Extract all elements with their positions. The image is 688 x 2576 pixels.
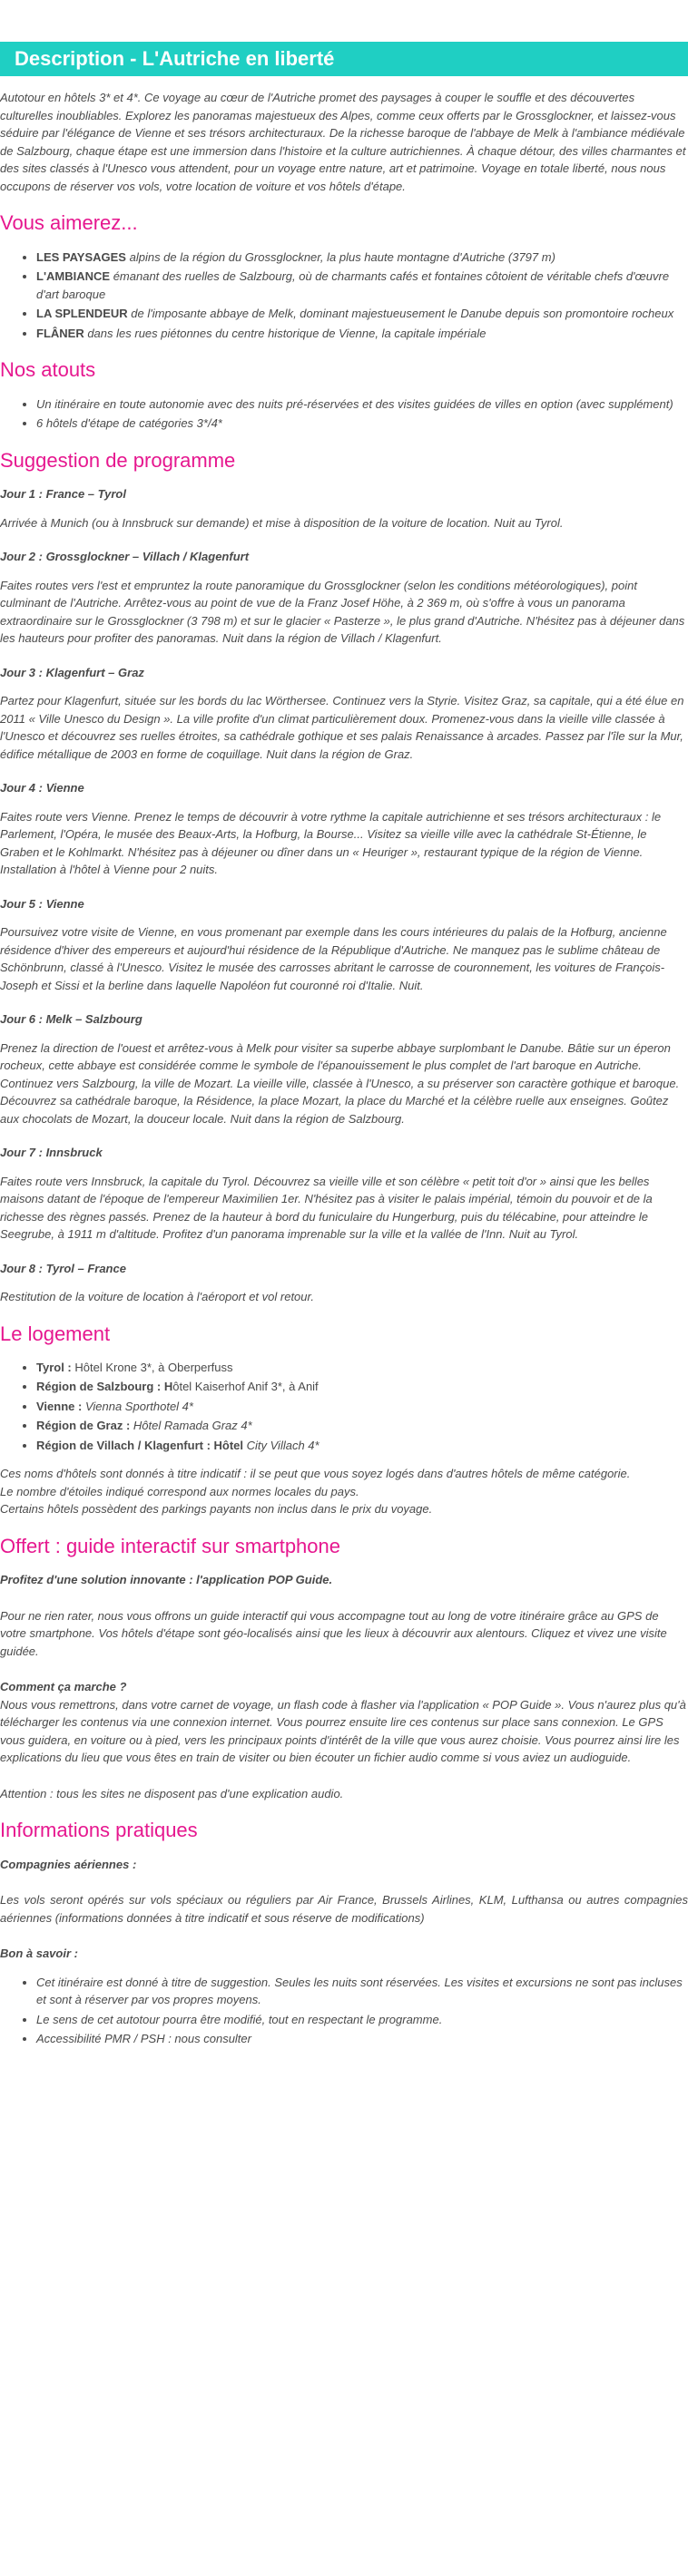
day-title: Jour 3 : Klagenfurt – Graz — [0, 665, 144, 679]
section-title-offert: Offert : guide interactif sur smartphone — [0, 1534, 340, 1557]
hotel-notes — [0, 1465, 688, 1518]
list-item: • FLÂNER dans les rues piétonnes du centre historique de Vienne, la capitale impériale — [36, 325, 688, 343]
offer-section — [0, 1571, 688, 1802]
savoir-title: Bon à savoir : — [0, 1947, 78, 1961]
savoir-list — [0, 1974, 688, 2048]
day-title: Jour 2 : Grossglockner – Villach / Klagenfurt — [0, 550, 250, 564]
offer-attention: Attention : tous les sites ne disposent pas d'une explication audio. — [0, 1786, 344, 1800]
vous-aimerez-list — [0, 249, 688, 343]
day-text: Faites routes vers l'est et empruntez la route panoramique du Grossglockner (selon les conditions météorologiques), point culminant de l'Autriche. Arrêtez-vous au point de vue de la Franz Josef Höhe, à 2 369 m, où s'offre à vous un panorama extraordinaire sur le Grossglockner (3 798 m) et sur le glacier « Pasterze », le plus grand d'Autriche. N'hésitez pas à déjeuner dans les hauteurs pour profiter des panoramas. Nuit dans la région de Villach / Klagenfurt. — [0, 578, 685, 646]
offer-how-text: Nous vous remettrons, dans votre carnet de voyage, un flash code à flasher via l'application « POP Guide ». Vous n'aurez plus qu'à télécharger les contenus via une connexion internet. Vous pourrez ensuite lire ces contenus sur place sans connexion. Le GPS vous guidera, en voiture ou à pied, vers les principaux points d'intérêt de la ville que vous aurez choisie. Vous pourrez ainsi lire les explications du lieu que vous êtes en train de visiter ou bien écouter un fichier audio comme si vous aviez un audioguide. — [0, 1697, 686, 1765]
day-text: Poursuivez votre visite de Vienne, en vous promenant par exemple dans les cours intérieures du palais de la Hofburg, ancienne résidence d'hiver des empereurs et aujourd'hui résidence de la République d'Autriche. Ne manquez pas le sublime château de Schönbrunn, classé à l'Unesco. Visitez le musée des carrosses abritant le carrosse de couronnement, les voitures de François-Joseph et Sissi et la berline dans laquelle Napoléon fut couronné roi d'Italie. Nuit. — [0, 925, 667, 992]
list-item: • LES PAYSAGES alpins de la région du Grossglockner, la plus haute montagne d'Autriche (3797 m) — [36, 249, 688, 267]
day-title: Jour 4 : Vienne — [0, 781, 84, 795]
compagnies-title: Compagnies aériennes : — [0, 1857, 137, 1871]
intro-text: Autotour en hôtels 3* et 4*. Ce voyage au cœur de l'Autriche promet des paysages à couper le souffle et des découvertes culturelles inoubliables. Explorez les panoramas majestueux des Alpes, comme ceux offerts par le Grossglockner, et laissez-vous séduire par l'élégance de Vienne et ses trésors architecturaux. De la richesse baroque de l'abbaye de Melk à l'ambiance médiévale de Salzbourg, chaque étape est une immersion dans l'histoire et la culture autrichiennes. À chaque détour, des villes charmantes et des sites classés à l'Unesco vous attendent, pour un voyage entre nature, art et patrimoine. Voyage en totale liberté, nous nous occupons de réserver vos vols, votre location de voiture et vos hôtels d'étape. — [0, 91, 686, 193]
list-item: • Région de Villach / Klagenfurt : Hôtel City Villach 4* — [36, 1437, 688, 1455]
list-item: • Région de Graz : Hôtel Ramada Graz 4* — [36, 1417, 688, 1435]
list-item: • L'AMBIANCE émanant des ruelles de Salzbourg, où de charmants cafés et fontaines côtoient de véritable chefs d'œuvre d'art baroque — [36, 268, 688, 303]
day-text: Faites route vers Innsbruck, la capitale du Tyrol. Découvrez sa vieille ville et son célèbre « petit toit d'or » ainsi que les belles maisons datant de l'époque de l'empereur Maximilien 1er. N'hésitez pas à visiter le palais impérial, témoin du pouvoir et de la richesse des règnes passés. Prenez de la hauteur à bord du funiculaire du Hungerburg, puis du télécabine, pour atteindre le Seegrube, à 1911 m d'altitude. Profitez d'un panorama imprenable sur la ville et la vallée de l'Inn. Nuit au Tyrol. — [0, 1174, 653, 1242]
list-item: • Le sens de cet autotour pourra être modifié, tout en respectant le programme. — [36, 2011, 688, 2029]
list-item: • Vienne : Vienna Sporthotel 4* — [36, 1398, 688, 1416]
list-item: • LA SPLENDEUR de l'imposante abbaye de Melk, dominant majestueusement le Danube depuis son promontoire rocheux — [36, 305, 688, 323]
day-text: Faites route vers Vienne. Prenez le temps de découvrir à votre rythme la capitale autrichienne et ses trésors architecturaux : le Parlement, l'Opéra, le musée des Beaux-Arts, la Hofburg, la Bourse... Visitez sa vieille ville avec la cathédrale St-Étienne, le Graben et le Kohlmarkt. N'hésitez pas à déjeuner ou dîner dans un « Heuriger », restaurant typique de la région de Vienne. Installation à l'hôtel à Vienne pour 2 nuits. — [0, 809, 662, 877]
day-text: Arrivée à Munich (ou à Innsbruck sur demande) et mise à disposition de la voiture de location. Nuit au Tyrol. — [0, 515, 564, 530]
infos-section — [0, 1856, 688, 2048]
offer-lead: Profitez d'une solution innovante : l'application POP Guide. — [0, 1573, 333, 1587]
section-title-infos: Informations pratiques — [0, 1819, 198, 1842]
compagnies-text: Les vols seront opérés sur vols spéciaux ou réguliers par Air France, Brussels Airlines, KLM, Lufthansa ou autres compagnies aériennes (informations données à titre indicatif et sous réserve de modifications) — [0, 1893, 688, 1925]
day-title: Jour 6 : Melk – Salzbourg — [0, 1012, 143, 1027]
offer-paragraph: Pour ne rien rater, nous vous offrons un guide interactif qui vous accompagne tout au long de votre itinéraire grâce au GPS de votre smartphone. Vos hôtels d'étape sont géo-localisés ainsi que les lieux à découvrir aux alentours. Cliquez et vivez une visite guidée. — [0, 1608, 667, 1658]
day-title: Jour 8 : Tyrol – France — [0, 1261, 126, 1275]
day-text: Partez pour Klagenfurt, située sur les bords du lac Wörthersee. Continuez vers la Styrie. Visitez Graz, sa capitale, qui a été élue en 2011 « Ville Unesco du Design ». La ville profite d'un climat particulièrement doux. Promenez-vous dans la vieille ville classée à l'Unesco et découvrez ses ruelles étroites, sa cathédrale gothique et ses palais Renaissance à arcades. Passez par l'île sur la Mur, édifice métallique de 2003 en forme de coquillage. Nuit dans la région de Graz. — [0, 694, 684, 761]
day-title: Jour 7 : Innsbruck — [0, 1146, 103, 1160]
hotel-list — [0, 1359, 688, 1455]
atouts-list — [0, 395, 688, 433]
section-title-atouts: Nos atouts — [0, 358, 96, 382]
list-item: • Cet itinéraire est donné à titre de suggestion. Seules les nuits sont réservées. Les visites et excursions ne sont pas incluses et sont à réserver par vos propres moyens. — [36, 1974, 688, 2009]
day-title: Jour 5 : Vienne — [0, 896, 84, 911]
list-item: • Accessibilité PMR / PSH : nous consulter — [36, 2030, 688, 2048]
note-line: Ces noms d'hôtels sont donnés à titre indicatif : il se peut que vous soyez logés dans d'autres hôtels de même catégorie. — [0, 1467, 631, 1481]
note-line: Certains hôtels possèdent des parkings payants non inclus dans le prix du voyage. — [0, 1502, 433, 1517]
section-title-logement: Le logement — [0, 1322, 111, 1345]
list-item: • Un itinéraire en toute autonomie avec des nuits pré-réservées et des visites guidées de villes en option (avec supplément) — [36, 395, 688, 414]
list-item: • 6 hôtels d'étape de catégories 3*/4* — [36, 415, 688, 433]
section-title-programme: Suggestion de programme — [0, 448, 236, 472]
list-item: • Tyrol : Hôtel Krone 3*, à Oberperfuss — [36, 1359, 688, 1377]
programme-days — [0, 485, 688, 1306]
note-line: Le nombre d'étoiles indiqué correspond aux normes locales du pays. — [0, 1484, 359, 1498]
offer-how-title: Comment ça marche ? — [0, 1680, 127, 1694]
day-title: Jour 1 : France – Tyrol — [0, 487, 126, 502]
list-item: • Région de Salzbourg : Hôtel Kaiserhof Anif 3*, à Anif — [36, 1378, 688, 1396]
day-text: Restitution de la voiture de location à l'aéroport et vol retour. — [0, 1290, 314, 1304]
description-banner: Description - L'Autriche en liberté — [0, 42, 688, 76]
day-text: Prenez la direction de l'ouest et arrêtez-vous à Melk pour visiter sa superbe abbaye surplombant le Danube. Bâtie sur un éperon rocheux, cette abbaye est considérée comme le symbole de l'épanouissement le plus complet de l'art baroque en Autriche. Continuez vers Salzbourg, la ville de Mozart. La vieille ville, classée à l'Unesco, a su préserver son caractère gothique et baroque. Découvrez sa cathédrale baroque, la Résidence, la place Mozart, la place du Marché et la célèbre ruelle aux enseignes. Goûtez aux chocolats de Mozart, la douceur locale. Nuit dans la région de Salzbourg. — [0, 1040, 680, 1126]
section-title-vous-aimerez: Vous aimerez... — [0, 211, 138, 235]
